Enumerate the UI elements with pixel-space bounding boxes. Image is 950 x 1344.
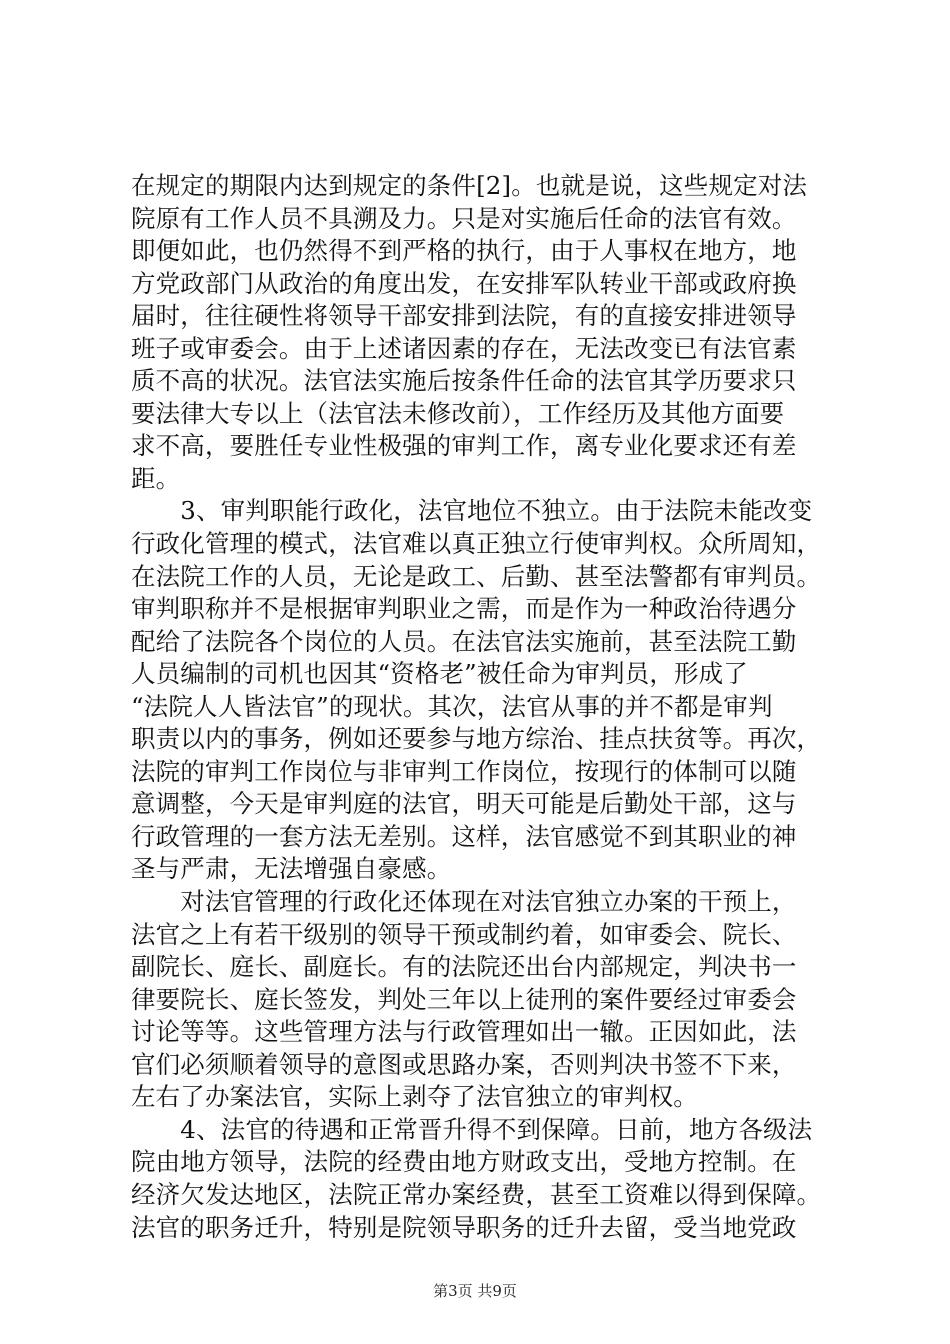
text-line: 距。 <box>131 463 181 493</box>
text-line: 即便如此，也仍然得不到严格的执行，由于人事权在地方，地 <box>131 236 797 266</box>
text-line: 行政化管理的模式，法官难以真正独立行使审判权。众所周知， <box>131 529 822 559</box>
text-line: 求不高，要胜任专业性极强的审判工作，离专业化要求还有差 <box>131 431 797 461</box>
text-line: “法院人人皆法官”的现状。其次，法官从事的并不都是审判 <box>131 691 773 721</box>
text-line: 在规定的期限内达到规定的条件[2]。也就是说，这些规定对法 <box>131 171 808 200</box>
text-line: 圣与严肃，无法增强自豪感。 <box>131 854 452 884</box>
text-line: 3、审判职能行政化，法官地位不独立。由于法院未能改变 <box>131 496 813 526</box>
page-number-footer: 第3页 共9页 <box>433 1282 517 1300</box>
text-line: 院由地方领导，法院的经费由地方财政支出，受地方控制。在 <box>131 1147 797 1177</box>
text-line: 法院的审判工作岗位与非审判工作岗位，按现行的体制可以随 <box>131 756 797 786</box>
text-line: 班子或审委会。由于上述诸因素的存在，无法改变已有法官素 <box>131 333 797 363</box>
text-line: 院原有工作人员不具溯及力。只是对实施后任命的法官有效。 <box>131 203 797 233</box>
text-line: 要法律大专以上（法官法未修改前），工作经历及其他方面要 <box>131 398 785 428</box>
text-line: 方党政部门从政治的角度出发，在安排军队转业干部或政府换 <box>131 268 797 298</box>
text-line: 对法官管理的行政化还体现在对法官独立办案的干预上， <box>131 887 797 917</box>
text-line: 讨论等等。这些管理方法与行政管理如出一辙。正因如此，法 <box>131 1017 797 1047</box>
text-line: 律要院长、庭长签发，判处三年以上徒刑的案件要经过审委会 <box>131 984 797 1014</box>
text-line: 人员编制的司机也因其“资格老”被任命为审判员，形成了 <box>131 659 748 689</box>
text-line: 配给了法院各个岗位的人员。在法官法实施前，甚至法院工勤 <box>131 626 797 656</box>
text-line: 意调整，今天是审判庭的法官，明天可能是后勤处干部，这与 <box>131 789 797 819</box>
text-line: 经济欠发达地区，法院正常办案经费，甚至工资难以得到保障。 <box>131 1179 822 1209</box>
text-line: 审判职称并不是根据审判职业之需，而是作为一种政治待遇分 <box>131 594 797 624</box>
text-line: 副院长、庭长、副庭长。有的法院还出台内部规定，判决书一 <box>131 952 797 982</box>
text-line: 行政管理的一套方法无差别。这样，法官感觉不到其职业的神 <box>131 821 797 851</box>
text-line: 官们必须顺着领导的意图或思路办案，否则判决书签不下来， <box>131 1049 797 1079</box>
text-line: 届时，往往硬性将领导干部安排到法院，有的直接安排进领导 <box>131 301 797 331</box>
text-line: 法官之上有若干级别的领导干预或制约着，如审委会、院长、 <box>131 919 797 949</box>
text-line: 职责以内的事务，例如还要参与地方综治、挂点扶贫等。再次， <box>131 724 822 754</box>
text-line: 质不高的状况。法官法实施后按条件任命的法官其学历要求只 <box>131 366 797 396</box>
text-line: 法官的职务迁升，特别是院领导职务的迁升去留，受当地党政 <box>131 1212 797 1242</box>
text-line: 4、法官的待遇和正常晋升得不到保障。日前，地方各级法 <box>131 1114 813 1144</box>
body-text <box>131 170 831 1244</box>
text-line: 在法院工作的人员，无论是政工、后勤、甚至法警都有审判员。 <box>131 561 822 591</box>
text-line: 左右了办案法官，实际上剥夺了法官独立的审判权。 <box>131 1082 698 1112</box>
